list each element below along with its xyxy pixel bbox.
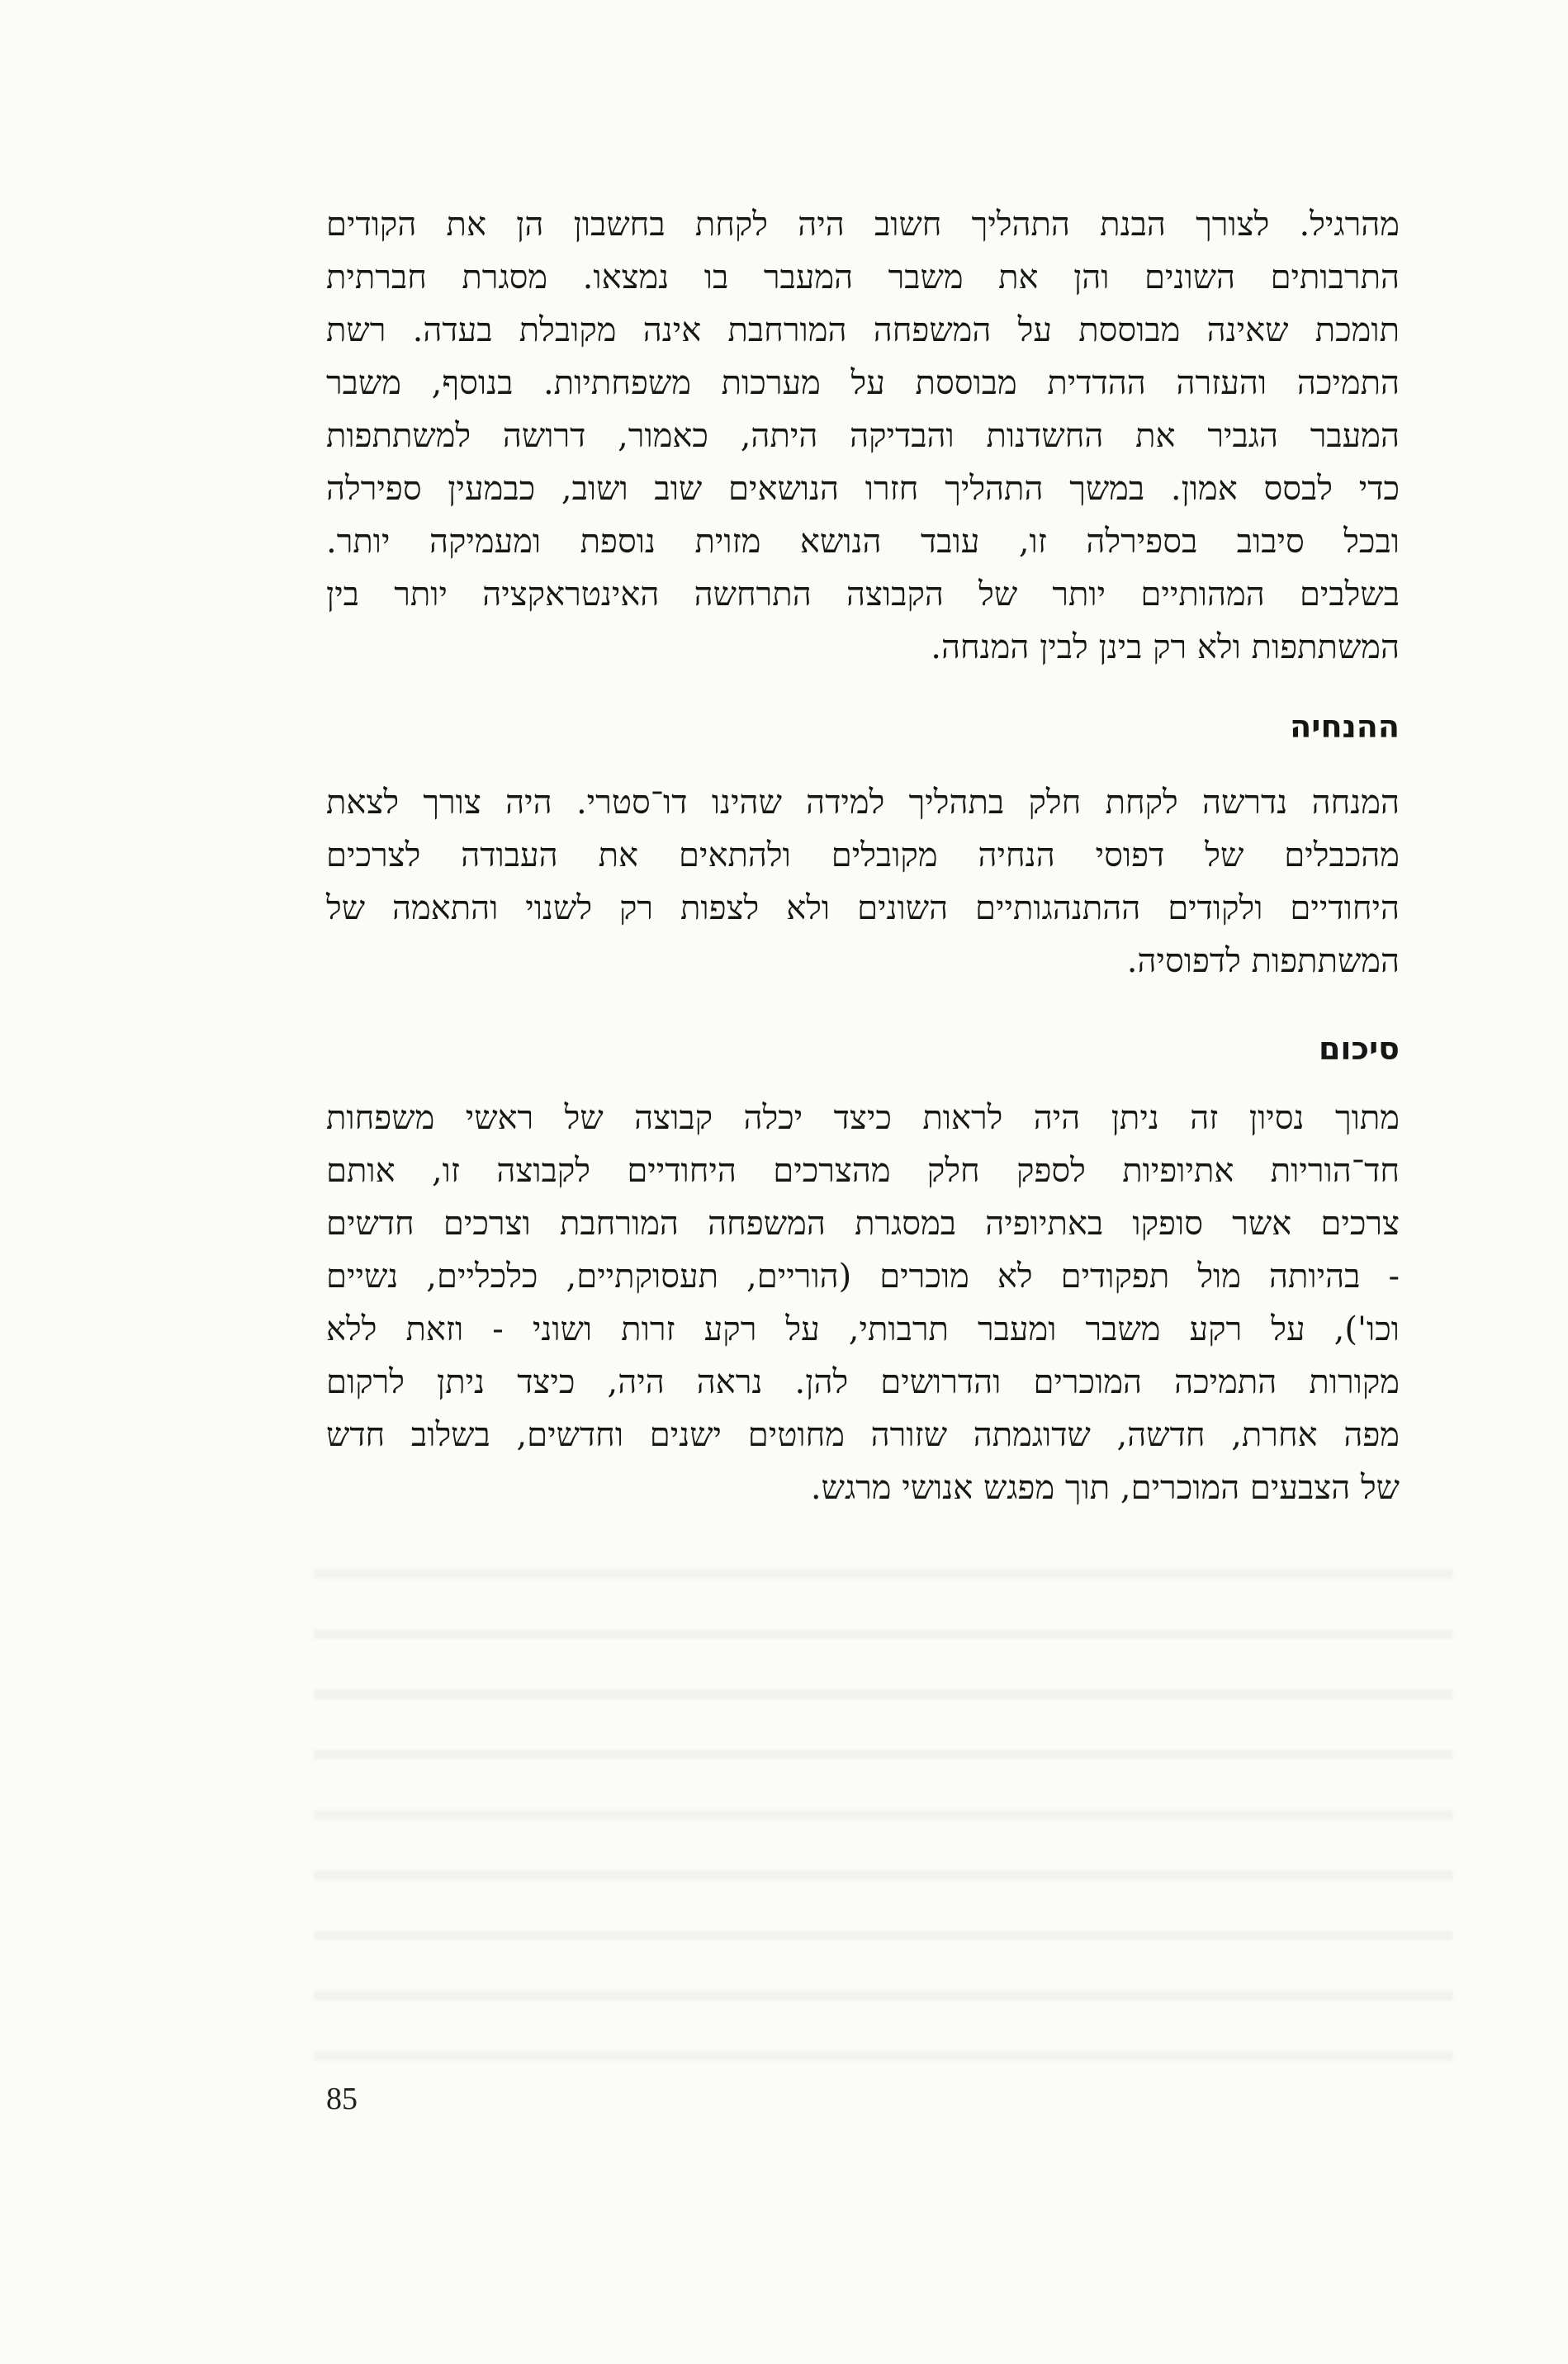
text-line: בשלבים המהותיים יותר של הקבוצה התרחשה האינטראקציה יותר בין — [326, 576, 1400, 614]
text-line: תומכת שאינה מבוססת על המשפחה המורחבת אינה מקובלת בעדה. רשת — [326, 311, 1400, 349]
text-line: ובכל סיבוב בספירלה זו, עובד הנושא מזוית נוספת ומעמיקה יותר. — [326, 523, 1400, 561]
text-line: מתוך נסיון זה ניתן היה לראות כיצד יכלה קבוצה של ראשי משפחות — [326, 1099, 1400, 1137]
text-line: של הצבעים המוכרים, תוך מפגש אנושי מרגש. — [810, 1469, 1400, 1507]
text-line: מהרגיל. לצורך הבנת התהליך חשוב היה לקחת בחשבון הן את הקודים — [326, 206, 1400, 244]
text-line: - בהיותה מול תפקודים לא מוכרים (הוריים, תעסוקתיים, כלכליים, נשיים — [326, 1258, 1400, 1296]
paragraph-guidance — [326, 776, 1400, 988]
text-line: המעבר הגביר את החשדנות והבדיקה היתה, כאמור, דרושה למשתתפות — [326, 417, 1400, 455]
paragraph-summary — [326, 1092, 1400, 1514]
text-line: מפה אחרת, חדשה, שדוגמתה שזורה מחוטים ישנים וחדשים, בשלוב חדש — [326, 1416, 1400, 1454]
text-line: צרכים אשר סופקו באתיופיה במסגרת המשפחה המורחבת וצרכים חדשים — [326, 1205, 1400, 1243]
text-line: כדי לבסס אמון. במשך התהליך חזרו הנושאים שוב ושוב, כבמעין ספירלה — [326, 470, 1400, 508]
paragraph-intro — [326, 198, 1400, 674]
text-line: המשתתפות ולא רק בינן לבין המנחה. — [931, 628, 1400, 666]
section-heading-summary: סיכום — [1318, 1030, 1400, 1067]
text-line: וכו'), על רקע משבר ומעבר תרבותי, על רקע זרות ושוני - וזאת ללא — [326, 1310, 1400, 1348]
bleed-through-shadow — [314, 1536, 1453, 2064]
text-line: המנחה נדרשה לקחת חלק בתהליך למידה שהינו דו־סטרי. היה צורך לצאת — [326, 784, 1400, 822]
text-line: מקורות התמיכה המוכרים והדרושים להן. נראה היה, כיצד ניתן לרקום — [326, 1363, 1400, 1401]
text-line: היחודיים ולקודים ההתנהגותיים השונים ולא לצפות רק לשנוי והתאמה של — [326, 889, 1400, 927]
text-line: התמיכה והעזרה ההדדית מבוססת על מערכות משפחתיות. בנוסף, משבר — [326, 364, 1400, 402]
text-line: חד־הוריות אתיופיות לספק חלק מהצרכים היחודיים לקבוצה זו, אותם — [326, 1152, 1400, 1190]
text-line: המשתתפות לדפוסיה. — [1126, 942, 1400, 980]
text-line: מהכבלים של דפוסי הנחיה מקובלים ולהתאים את העבודה לצרכים — [326, 836, 1400, 874]
section-heading-guidance: ההנחיה — [1290, 708, 1400, 745]
page-number: 85 — [326, 2082, 358, 2116]
text-line: התרבותים השונים והן את משבר המעבר בו נמצאו. מסגרת חברתית — [326, 258, 1400, 296]
